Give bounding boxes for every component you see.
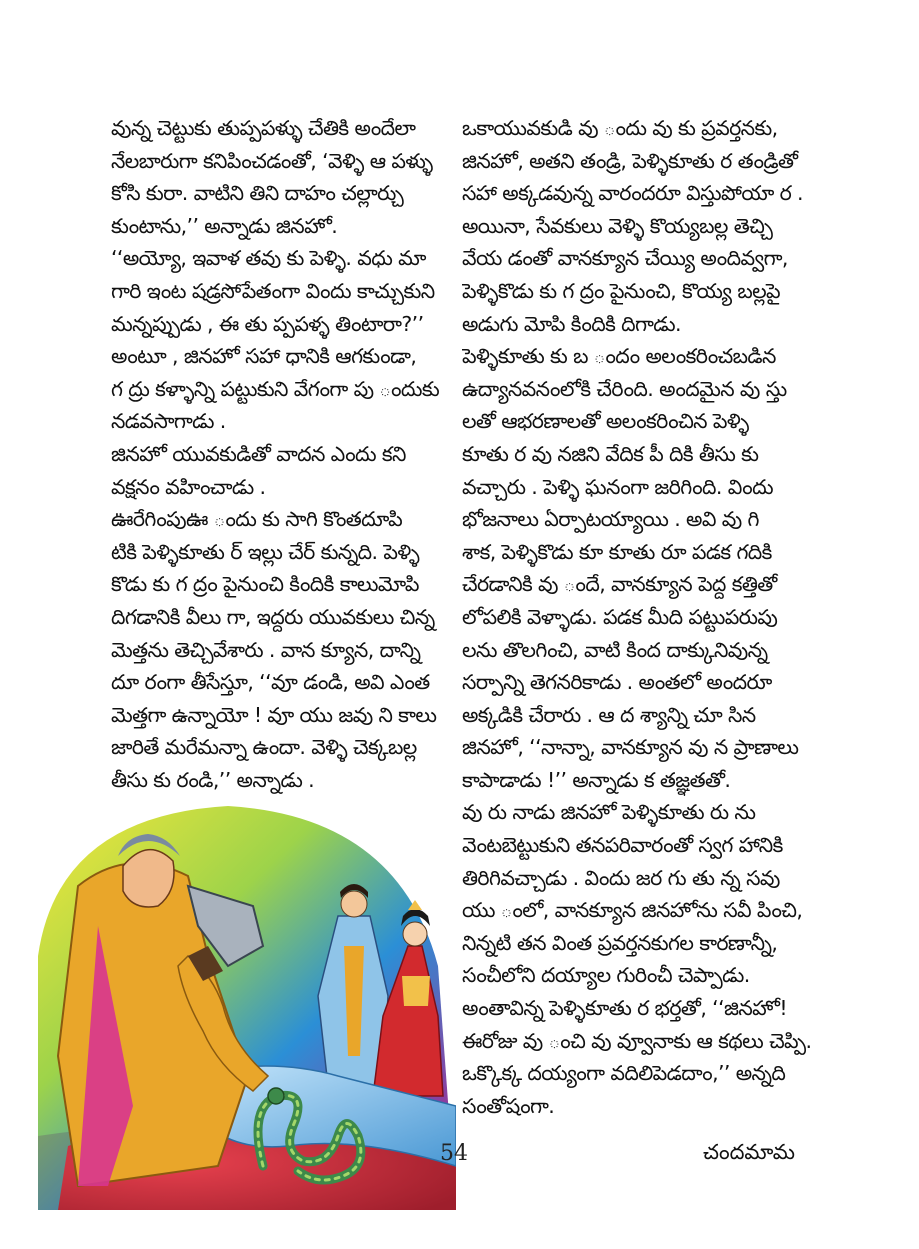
text-line: అయినా, సేవకులు వెళ్ళి కొయ్యబల్ల తెచ్చి [462, 213, 773, 238]
right-text-column [462, 112, 812, 1122]
text-line: చేరడానికి వు ందే, వానక్యూన పెద్ద కత్తితో [462, 572, 777, 597]
text-line: వచ్చారు . పెళ్ళి ఘనంగా జరిగింది. విందు [462, 474, 774, 499]
text-line: వెంటబెట్టుకుని తనపరివారంతో స్వగ హానికి [462, 833, 783, 858]
snake-head [268, 1088, 284, 1104]
text-line: కూతు ర వు నజిని వేదిక పీ దికి తీసు కు [462, 441, 759, 466]
text-line: లోపలికి వెళ్ళాడు. పడక మీది పట్టుపరుపు [462, 604, 778, 629]
text-line: అక్కడికి చేరారు . ఆ ద శ్యాన్ని చూ సిన [462, 702, 756, 727]
text-line: యు ంలో, వానక్యూన జినహోను సవీ పించి, [462, 898, 803, 923]
text-line: ఉద్యానవనంలోకి చేరింది. అందమైన వు స్తు [462, 376, 787, 401]
magazine-name: చందమామ [703, 1140, 795, 1164]
text-line: జినహో, ‘‘నాన్నా, వానక్యూన వు న ప్రాణాలు [462, 735, 799, 760]
text-line: ఊరేగింపుఊ ందు కు సాగి కొంతదూపి [111, 507, 403, 532]
text-line: నిన్నటి తన వింత ప్రవర్తనకుగల కారణాన్నీ, [462, 930, 778, 955]
text-line: లతో ఆభరణాలతో అలంకరించిన పెళ్ళి [462, 409, 749, 434]
text-line: వు రు నాడు జినహో పెళ్ళికూతు రు ను [462, 800, 756, 825]
text-line: టికి పెళ్ళికూతు ర్ ఇల్లు చేర్ కున్నది. పెళ్ళి [111, 539, 420, 564]
text-line: నడవసాగాడు . [111, 409, 226, 434]
text-line: ‘‘అయ్యో, ఇవాళ తవు కు పెళ్ళి. వధు మా [111, 246, 426, 271]
page-number: 54 [440, 1141, 468, 1166]
text-line: లను తొలగించి, వాటి కింద దాక్కునివున్న [462, 637, 768, 662]
text-line: శాక, పెళ్ళికొడు కూ కూతు రూ పడక గదికి [462, 539, 772, 564]
text-line: జినహో, అతని తండ్రి, పెళ్ళికూతు ర తండ్రితో [462, 148, 798, 173]
story-illustration [38, 806, 456, 1210]
text-line: దూ రంగా తీసేస్తూ, ‘‘వూ డండి, అవి ఎంత [111, 670, 430, 695]
text-line: సంచీలోని దయ్యాల గురించీ చెప్పాడు. [462, 963, 750, 988]
text-line: కోసి కురా. వాటిని తిని దాహం చల్లార్చు [111, 181, 404, 206]
text-line: మన్నప్పుడు , ఈ తు ప్పపళ్ళ తింటారా?’’ [111, 311, 424, 336]
text-line: కుంటాను,’’ అన్నాడు జినహో. [111, 213, 338, 238]
text-line: నేలబారుగా కనిపించడంతో, ‘వెళ్ళి ఆ పళ్ళు [111, 148, 433, 173]
text-line: అంటూ , జినహో సహా ధానికి ఆగకుండా, [111, 344, 417, 369]
left-text-column [111, 112, 456, 796]
text-line: అడుగు మోపి కిందికి దిగాడు. [462, 311, 681, 336]
text-line: తిరిగివచ్చాడు . విందు జర గు తు న్న సవు [462, 865, 780, 890]
text-line: మెత్తను తెచ్చివేశారు . వాన క్యూన, దాన్ని [111, 637, 421, 662]
text-line: సంతోషంగా. [462, 1093, 555, 1118]
text-line: భోజనాలు ఏర్పాటయ్యాయి . అవి వు గి [462, 507, 759, 532]
text-line: పెళ్ళికూతు కు బ ందం అలంకరించబడిన [462, 344, 776, 369]
text-line: జారితే మరేమన్నా ఉందా. వెళ్ళి చెక్కబల్ల [111, 735, 417, 760]
text-line: ఒకాయువకుడి వు ందు వు కు ప్రవర్తనకు, [462, 116, 778, 140]
text-line: జినహో యువకుడితో వాదన ఎందు కని [111, 441, 406, 466]
text-line: మెత్తగా ఉన్నాయో ! వూ యు జవు ని కాలు [111, 702, 437, 727]
text-line: వున్న చెట్టుకు తుప్పపళ్ళు చేతికి అందేలా [111, 116, 416, 140]
text-line: సర్పాన్ని తెగనరికాడు . అంతలో అందరూ [462, 670, 772, 695]
text-line: గ ద్రు కళ్ళాన్ని పట్టుకుని వేగంగా పు ందుకు [111, 376, 440, 401]
text-line: కాపాడాడు !’’ అన్నాడు క తజ్ఞతతో. [462, 767, 731, 792]
text-line: సహా అక్కడవున్న వారందరూ విస్తుపోయా ర . [462, 181, 803, 206]
text-line: ఒక్కొక్క దయ్యంగా వదిలిపెడదాం,’’ అన్నది [462, 1061, 786, 1086]
text-line: ఈరోజు వు ంచి వు వ్వూనాకు ఆ కథలు చెప్పి. [462, 1028, 812, 1053]
text-line: వక్షనం వహించాడు . [111, 474, 266, 499]
text-line: వేయ డంతో వానక్యూన చేయ్యి అందివ్వగా, [462, 246, 788, 271]
text-line: కొడు కు గ ద్రం పైనుంచి కిందికి కాలుమోపి [111, 572, 419, 597]
text-line: దిగడానికి వీలు గా, ఇద్దరు యువకులు చిన్న [111, 604, 435, 629]
text-line: అంతావిన్న పెళ్ళికూతు ర భర్తతో, ‘‘జినహో! [462, 996, 787, 1021]
text-line: తీసు కు రండి,’’ అన్నాడు . [111, 767, 315, 792]
text-line: గారి ఇంట షడ్రసోపేతంగా విందు కాచ్చుకుని [111, 278, 435, 303]
text-line: పెళ్ళికొడు కు గ ద్రం పైనుంచి, కొయ్య బల్లపై [462, 278, 780, 303]
